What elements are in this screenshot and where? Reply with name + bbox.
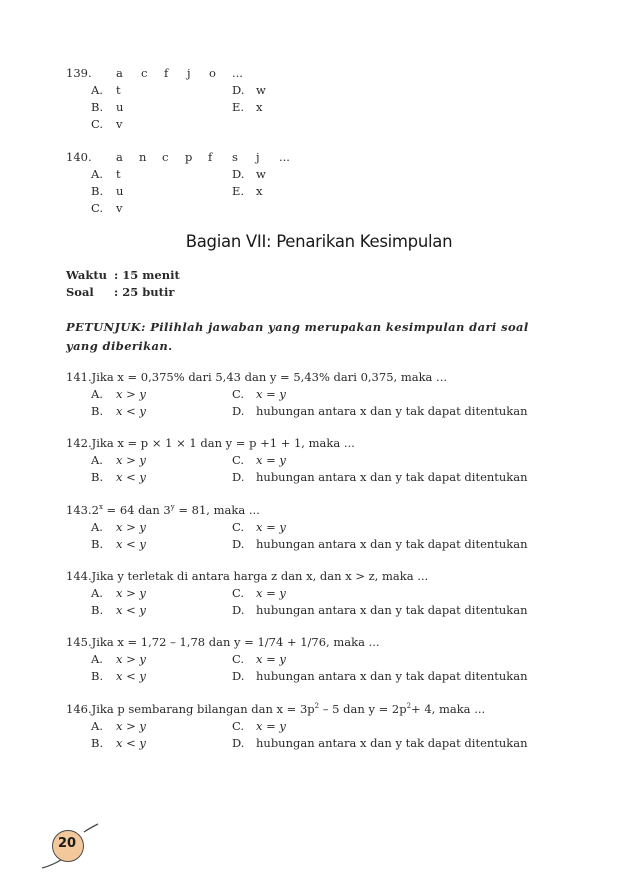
option-d-text: hubungan antara x dan y tak dapat ditentukan (256, 669, 528, 683)
option-a-text: x > y (116, 387, 146, 401)
option-d-label: D. (232, 669, 245, 683)
option-value: w (256, 83, 266, 97)
question-text: Jika y terletak di antara harga z dan x, dan x > z, maka ... (91, 569, 429, 583)
sequence-item: p (185, 150, 193, 164)
question-text-part: 2 (91, 503, 99, 517)
question-number: 146. (66, 702, 92, 716)
option-d-text: hubungan antara x dan y tak dapat ditentukan (256, 537, 528, 551)
option-d-text: hubungan antara x dan y tak dapat ditentukan (256, 736, 528, 750)
option-b-label: B. (91, 470, 104, 484)
option-a-label: A. (91, 719, 103, 733)
question-141 (66, 370, 447, 384)
option-b-text: x < y (116, 603, 146, 617)
sequence-item: a (116, 150, 123, 164)
question-146 (66, 702, 485, 716)
option-label: A. (91, 167, 103, 181)
option-value: v (116, 201, 123, 215)
time-label: Waktu (66, 268, 108, 282)
option-d-label: D. (232, 603, 245, 617)
question-143 (66, 503, 260, 517)
question-number: 142. (66, 436, 92, 450)
question-text: Jika x = 0,375% dari 5,43 dan y = 5,43% dari 0,375, maka ... (91, 370, 448, 384)
option-d-text: hubungan antara x dan y tak dapat ditentukan (256, 404, 528, 418)
option-b-label: B. (91, 603, 104, 617)
option-a-label: A. (91, 520, 103, 534)
exponent-y: y (170, 503, 175, 512)
page-number: 20 (57, 836, 77, 851)
question-number: 143. (66, 503, 92, 517)
sequence-item: a (116, 66, 123, 80)
option-label: E. (232, 100, 245, 114)
option-a-label: A. (91, 453, 103, 467)
option-value: x (256, 100, 263, 114)
option-c-label: C. (232, 520, 245, 534)
option-label: B. (91, 184, 104, 198)
question-text-part: + 4, maka ... (411, 702, 486, 716)
option-b-text: x < y (116, 537, 146, 551)
question-text: Jika x = p × 1 × 1 dan y = p +1 + 1, maka ... (91, 436, 355, 450)
question-text-part: = 81, maka ... (174, 503, 260, 517)
option-b-label: B. (91, 736, 104, 750)
option-c-label: C. (232, 652, 245, 666)
sequence-item: s (232, 150, 238, 164)
option-a-text: x > y (116, 453, 146, 467)
option-b-label: B. (91, 404, 104, 418)
option-a-label: A. (91, 387, 103, 401)
option-c-text: x = y (256, 719, 286, 733)
sequence-item: f (164, 66, 169, 80)
option-b-text: x < y (116, 736, 146, 750)
page-number-badge (40, 822, 100, 870)
question-text-part: = 64 dan 3 (102, 503, 171, 517)
option-label: D. (232, 83, 245, 97)
time-value: : 15 menit (114, 268, 180, 282)
option-value: t (116, 167, 121, 181)
option-c-label: C. (232, 387, 245, 401)
option-c-text: x = y (256, 453, 286, 467)
option-c-text: x = y (256, 387, 286, 401)
sequence-item: c (162, 150, 169, 164)
option-d-label: D. (232, 537, 245, 551)
option-b-text: x < y (116, 669, 146, 683)
option-a-text: x > y (116, 520, 146, 534)
option-value: u (116, 100, 124, 114)
sequence-item: n (139, 150, 147, 164)
sequence-item: c (141, 66, 148, 80)
option-d-label: D. (232, 404, 245, 418)
option-b-text: x < y (116, 404, 146, 418)
option-d-label: D. (232, 736, 245, 750)
sequence-item: j (256, 150, 260, 164)
option-label: D. (232, 167, 245, 181)
option-value: v (116, 117, 123, 131)
items-label: Soal (66, 285, 94, 299)
question-142 (66, 436, 355, 450)
option-b-label: B. (91, 669, 104, 683)
sequence-item: ... (232, 66, 243, 80)
option-c-label: C. (232, 586, 245, 600)
exponent: 2 (314, 702, 320, 711)
question-number: 141. (66, 370, 92, 384)
sequence-item: o (209, 66, 216, 80)
option-label: E. (232, 184, 245, 198)
question-144 (66, 569, 428, 583)
option-value: x (256, 184, 263, 198)
option-a-text: x > y (116, 719, 146, 733)
option-c-text: x = y (256, 652, 286, 666)
sequence-item: f (208, 150, 213, 164)
question-number: 145. (66, 635, 92, 649)
option-label: C. (91, 117, 104, 131)
option-label: A. (91, 83, 103, 97)
items-value: : 25 butir (114, 285, 175, 299)
question-140-number: 140. (66, 150, 92, 164)
option-value: t (116, 83, 121, 97)
section-title: Bagian VII: Penarikan Kesimpulan (185, 232, 453, 251)
option-a-label: A. (91, 652, 103, 666)
option-a-label: A. (91, 586, 103, 600)
option-c-text: x = y (256, 586, 286, 600)
option-value: u (116, 184, 124, 198)
option-d-label: D. (232, 470, 245, 484)
instructions: PETUNJUK: Pilihlah jawaban yang merupakan kesimpulan dari soal yang diberikan. (66, 320, 529, 353)
option-c-label: C. (232, 453, 245, 467)
option-b-text: x < y (116, 470, 146, 484)
option-c-label: C. (232, 719, 245, 733)
option-b-label: B. (91, 537, 104, 551)
sequence-item: j (187, 66, 191, 80)
exponent: 2 (406, 702, 412, 711)
question-number: 144. (66, 569, 92, 583)
question-text-part: Jika p sembarang bilangan dan x = 3p (91, 702, 315, 716)
question-139-number: 139. (66, 66, 92, 80)
exponent-x: x (98, 503, 103, 512)
option-value: w (256, 167, 266, 181)
question-145 (66, 635, 380, 649)
sequence-item: ... (279, 150, 290, 164)
option-label: C. (91, 201, 104, 215)
option-d-text: hubungan antara x dan y tak dapat ditentukan (256, 470, 528, 484)
option-d-text: hubungan antara x dan y tak dapat ditentukan (256, 603, 528, 617)
option-a-text: x > y (116, 586, 146, 600)
question-text-part: – 5 dan y = 2p (319, 702, 407, 716)
question-text: Jika x = 1,72 – 1,78 dan y = 1/74 + 1/76, maka ... (91, 635, 380, 649)
option-a-text: x > y (116, 652, 146, 666)
option-c-text: x = y (256, 520, 286, 534)
option-label: B. (91, 100, 104, 114)
